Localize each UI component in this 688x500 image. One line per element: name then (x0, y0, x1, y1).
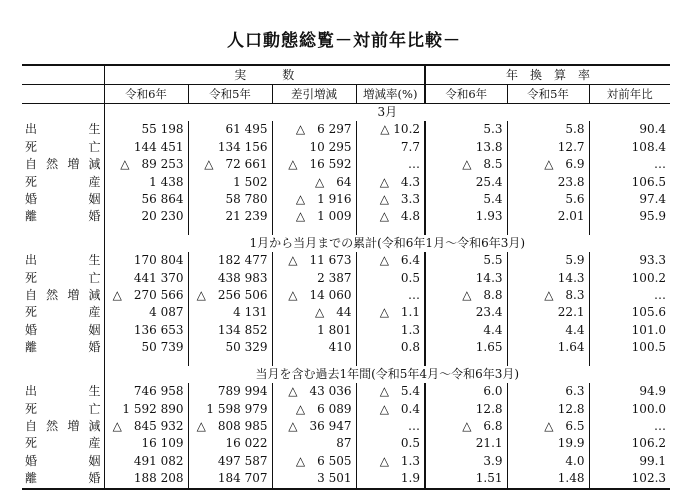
table-row (22, 435, 670, 452)
cell-r6-actual: 56 864 (104, 191, 188, 208)
col-difference: 差引増減 (272, 85, 356, 104)
cell-r5-actual: 58 780 (188, 191, 272, 208)
row-label (22, 401, 104, 418)
cell-r6-actual: 1 438 (104, 174, 188, 191)
cell-r6-rate: 3.9 (425, 453, 507, 470)
row-label (22, 383, 104, 400)
header-group-actual: 実 数 (104, 65, 425, 85)
header-blank (22, 65, 104, 85)
cell-r5-actual: 789 994 (188, 383, 272, 400)
cell-r5-actual: △ 72 661 (188, 156, 272, 173)
cell-r5-rate: 23.8 (507, 174, 589, 191)
cell-r6-actual: △ 89 253 (104, 156, 188, 173)
cell-r6-rate: 12.8 (425, 401, 507, 418)
cell-r5-rate: 22.1 (507, 304, 589, 321)
cell-r6-rate: 23.4 (425, 304, 507, 321)
cell-r5-rate: 2.01 (507, 208, 589, 225)
cell-change-rate: … (356, 287, 425, 304)
row-label (22, 322, 104, 339)
cell-change-rate: △ 0.4 (356, 401, 425, 418)
cell-change-rate: △ 10.2 (356, 121, 425, 138)
cell-r6-rate: 14.3 (425, 270, 507, 287)
cell-r6-actual: 170 804 (104, 252, 188, 269)
row-label-text: 婚 姻 (25, 192, 101, 207)
row-label (22, 287, 104, 304)
cell-r6-actual: 136 653 (104, 322, 188, 339)
row-label-text: 死 亡 (25, 401, 101, 416)
row-label-text: 離 婚 (25, 209, 101, 224)
table-row (22, 270, 670, 287)
cell-r5-actual: △ 256 506 (188, 287, 272, 304)
table-body (22, 104, 670, 489)
cell-r5-rate: 5.8 (507, 121, 589, 138)
table-row (22, 339, 670, 356)
cell-difference: 10 295 (272, 139, 356, 156)
cell-r5-actual: 497 587 (188, 453, 272, 470)
cell-yoy-ratio: 93.3 (589, 252, 670, 269)
table-row (22, 470, 670, 488)
table-row (22, 383, 670, 400)
cell-r5-rate: 12.8 (507, 401, 589, 418)
cell-difference: △ 1 916 (272, 191, 356, 208)
cell-yoy-ratio: 100.0 (589, 401, 670, 418)
cell-r5-actual: 21 239 (188, 208, 272, 225)
cell-r6-rate: 13.8 (425, 139, 507, 156)
cell-yoy-ratio: 106.2 (589, 435, 670, 452)
row-label-text: 婚 姻 (25, 322, 101, 337)
section-caption: 1月から当月までの累計(令和6年1月～令和6年3月) (104, 235, 670, 252)
table-row (22, 453, 670, 470)
cell-difference: △ 43 036 (272, 383, 356, 400)
cell-r6-actual: 16 109 (104, 435, 188, 452)
cell-r5-rate: 5.9 (507, 252, 589, 269)
cell-difference: △ 44 (272, 304, 356, 321)
row-label-text: 出 生 (25, 122, 101, 137)
cell-r6-actual: 441 370 (104, 270, 188, 287)
cell-difference: △ 6 089 (272, 401, 356, 418)
row-label-text: 出 生 (25, 253, 101, 268)
cell-yoy-ratio: 97.4 (589, 191, 670, 208)
cell-r5-rate: 14.3 (507, 270, 589, 287)
table-row (22, 401, 670, 418)
section-gap (22, 226, 670, 235)
cell-r6-actual: 20 230 (104, 208, 188, 225)
table-row (22, 156, 670, 173)
cell-change-rate: 0.8 (356, 339, 425, 356)
row-label-text: 死 産 (25, 174, 101, 189)
table-row (22, 208, 670, 225)
cell-yoy-ratio: … (589, 156, 670, 173)
cell-r6-rate: △ 8.8 (425, 287, 507, 304)
cell-r5-rate: 5.6 (507, 191, 589, 208)
section-caption-row (22, 104, 670, 122)
cell-r5-rate: 1.48 (507, 470, 589, 488)
cell-r5-actual: 50 329 (188, 339, 272, 356)
page-title: 人口動態総覧－対前年比較－ (227, 31, 461, 51)
cell-r6-actual: 55 198 (104, 121, 188, 138)
row-label (22, 270, 104, 287)
cell-change-rate: △ 4.3 (356, 174, 425, 191)
row-label (22, 174, 104, 191)
cell-difference: 87 (272, 435, 356, 452)
cell-change-rate: △ 6.4 (356, 252, 425, 269)
cell-r6-actual: 188 208 (104, 470, 188, 488)
cell-yoy-ratio: 100.2 (589, 270, 670, 287)
cell-difference: 1 801 (272, 322, 356, 339)
cell-r5-actual: △ 808 985 (188, 418, 272, 435)
cell-yoy-ratio: 100.5 (589, 339, 670, 356)
cell-r5-actual: 184 707 (188, 470, 272, 488)
cell-difference: 410 (272, 339, 356, 356)
cell-r6-rate: 1.93 (425, 208, 507, 225)
table-row (22, 418, 670, 435)
cell-r6-actual: 1 592 890 (104, 401, 188, 418)
cell-difference: △ 6 505 (272, 453, 356, 470)
cell-r6-actual: △ 845 932 (104, 418, 188, 435)
col-change-rate: 増減率(%) (356, 85, 425, 104)
cell-difference: △ 11 673 (272, 252, 356, 269)
cell-r6-actual: △ 270 566 (104, 287, 188, 304)
cell-r5-actual: 182 477 (188, 252, 272, 269)
row-label-text: 死 産 (25, 436, 101, 451)
cell-change-rate: 1.9 (356, 470, 425, 488)
cell-change-rate: 0.5 (356, 435, 425, 452)
cell-yoy-ratio: 102.3 (589, 470, 670, 488)
cell-r6-rate: 4.4 (425, 322, 507, 339)
row-label (22, 208, 104, 225)
table-row (22, 174, 670, 191)
header-group-rate: 年 換 算 率 (425, 65, 670, 85)
cell-r5-actual: 1 598 979 (188, 401, 272, 418)
cell-r5-actual: 16 022 (188, 435, 272, 452)
cell-yoy-ratio: 95.9 (589, 208, 670, 225)
cell-r6-rate: 5.3 (425, 121, 507, 138)
cell-r5-rate: 4.4 (507, 322, 589, 339)
row-label-text: 自 然 増 減 (25, 157, 101, 172)
cell-r5-rate: △ 6.9 (507, 156, 589, 173)
cell-r5-actual: 61 495 (188, 121, 272, 138)
row-label (22, 304, 104, 321)
col-r6-actual: 令和6年 (104, 85, 188, 104)
row-label (22, 252, 104, 269)
table-row (22, 287, 670, 304)
row-label-text: 自 然 増 減 (25, 288, 101, 303)
cell-r6-actual: 4 087 (104, 304, 188, 321)
row-label-text: 自 然 増 減 (25, 418, 101, 433)
cell-r6-rate: △ 6.8 (425, 418, 507, 435)
cell-yoy-ratio: 90.4 (589, 121, 670, 138)
cell-yoy-ratio: … (589, 287, 670, 304)
cell-change-rate: △ 4.8 (356, 208, 425, 225)
table-row (22, 139, 670, 156)
row-label-text: 離 婚 (25, 471, 101, 486)
table-row (22, 191, 670, 208)
cell-change-rate: △ 3.3 (356, 191, 425, 208)
cell-r5-actual: 4 131 (188, 304, 272, 321)
row-label (22, 435, 104, 452)
cell-change-rate: △ 1.1 (356, 304, 425, 321)
cell-r6-rate: 25.4 (425, 174, 507, 191)
row-label-text: 離 婚 (25, 340, 101, 355)
section-caption: 当月を含む過去1年間(令和5年4月～令和6年3月) (104, 366, 670, 383)
row-label-text: 婚 姻 (25, 453, 101, 468)
table-row (22, 304, 670, 321)
header-blank (22, 85, 104, 104)
row-label (22, 156, 104, 173)
cell-change-rate: 7.7 (356, 139, 425, 156)
cell-yoy-ratio: 105.6 (589, 304, 670, 321)
cell-r5-actual: 1 502 (188, 174, 272, 191)
cell-difference: △ 1 009 (272, 208, 356, 225)
row-label-text: 死 亡 (25, 139, 101, 154)
cell-r5-rate: 1.64 (507, 339, 589, 356)
cell-r5-rate: △ 8.3 (507, 287, 589, 304)
col-r5-actual: 令和5年 (188, 85, 272, 104)
cell-r6-rate: 6.0 (425, 383, 507, 400)
cell-r6-rate: 5.4 (425, 191, 507, 208)
table-row (22, 322, 670, 339)
section-caption: 3月 (104, 104, 670, 122)
cell-r5-actual: 134 156 (188, 139, 272, 156)
section-caption-row (22, 366, 670, 383)
row-label (22, 470, 104, 488)
row-label-text: 死 産 (25, 305, 101, 320)
cell-r6-actual: 50 739 (104, 339, 188, 356)
section-caption-row (22, 235, 670, 252)
table-row (22, 252, 670, 269)
cell-yoy-ratio: … (589, 418, 670, 435)
row-label (22, 139, 104, 156)
cell-r6-rate: 1.51 (425, 470, 507, 488)
cell-change-rate: … (356, 418, 425, 435)
cell-difference: 3 501 (272, 470, 356, 488)
section-gap (22, 357, 670, 366)
cell-r5-rate: 12.7 (507, 139, 589, 156)
col-yoy-ratio: 対前年比 (589, 85, 670, 104)
cell-yoy-ratio: 101.0 (589, 322, 670, 339)
cell-difference: △ 64 (272, 174, 356, 191)
cell-yoy-ratio: 99.1 (589, 453, 670, 470)
cell-r6-actual: 144 451 (104, 139, 188, 156)
statistics-table-container (22, 64, 670, 495)
cell-change-rate: 1.3 (356, 322, 425, 339)
vital-statistics-table (22, 64, 670, 490)
cell-yoy-ratio: 108.4 (589, 139, 670, 156)
table-row (22, 121, 670, 138)
cell-r6-rate: 1.65 (425, 339, 507, 356)
cell-r5-rate: 6.3 (507, 383, 589, 400)
header-row-groups (22, 65, 670, 85)
col-r5-rate: 令和5年 (507, 85, 589, 104)
row-label (22, 191, 104, 208)
cell-change-rate: … (356, 156, 425, 173)
cell-r5-actual: 134 852 (188, 322, 272, 339)
cell-r6-actual: 746 958 (104, 383, 188, 400)
header-row-columns (22, 85, 670, 104)
cell-difference: △ 36 947 (272, 418, 356, 435)
cell-difference: △ 6 297 (272, 121, 356, 138)
row-label (22, 339, 104, 356)
cell-r5-actual: 438 983 (188, 270, 272, 287)
row-label-text: 出 生 (25, 384, 101, 399)
cell-change-rate: 0.5 (356, 270, 425, 287)
cell-r6-rate: 5.5 (425, 252, 507, 269)
cell-difference: △ 14 060 (272, 287, 356, 304)
col-r6-rate: 令和6年 (425, 85, 507, 104)
cell-change-rate: △ 5.4 (356, 383, 425, 400)
row-label (22, 453, 104, 470)
cell-difference: 2 387 (272, 270, 356, 287)
cell-r6-rate: △ 8.5 (425, 156, 507, 173)
cell-yoy-ratio: 106.5 (589, 174, 670, 191)
row-label (22, 121, 104, 138)
cell-change-rate: △ 1.3 (356, 453, 425, 470)
cell-r5-rate: △ 6.5 (507, 418, 589, 435)
row-label (22, 418, 104, 435)
row-label-text: 死 亡 (25, 270, 101, 285)
cell-difference: △ 16 592 (272, 156, 356, 173)
cell-r5-rate: 4.0 (507, 453, 589, 470)
cell-r5-rate: 19.9 (507, 435, 589, 452)
cell-r6-actual: 491 082 (104, 453, 188, 470)
cell-yoy-ratio: 94.9 (589, 383, 670, 400)
cell-r6-rate: 21.1 (425, 435, 507, 452)
